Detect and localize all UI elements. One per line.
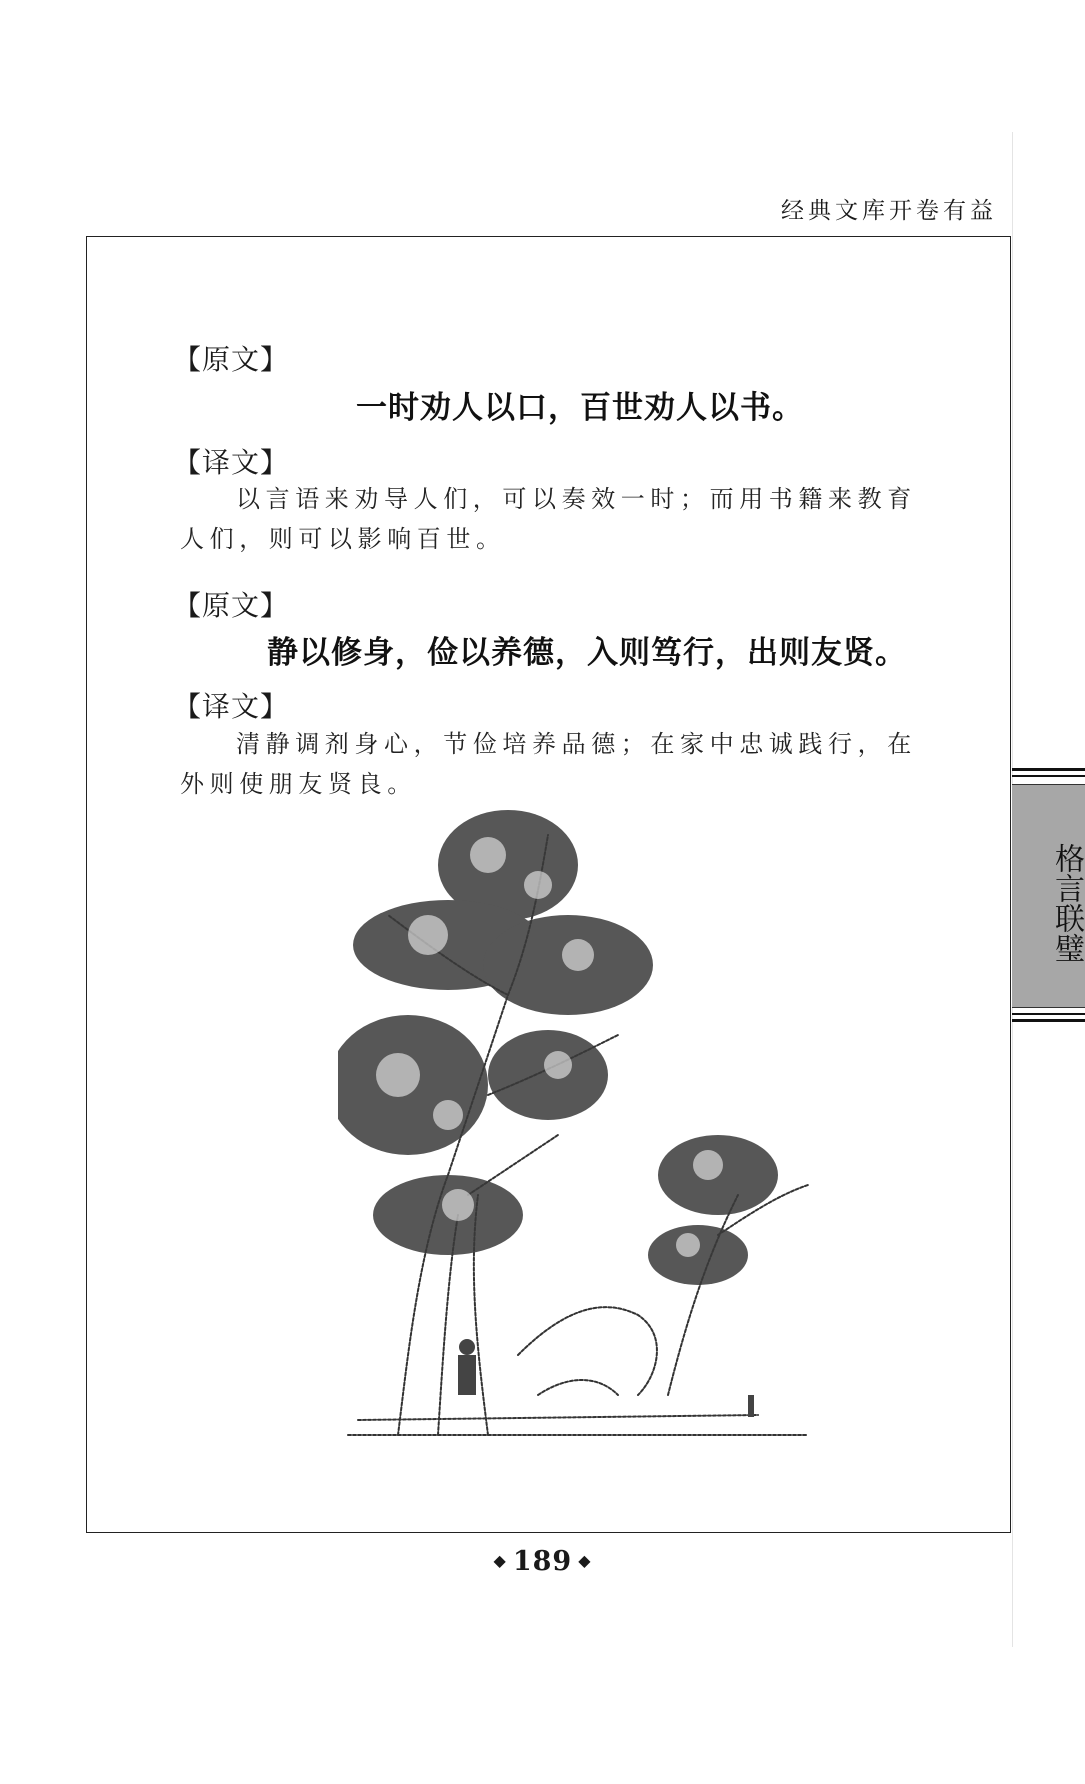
- section-tag-translation-1: 【译文】: [173, 446, 290, 479]
- tab-rule-bottom-thin: [1012, 1013, 1085, 1015]
- tab-rule-top-thin: [1012, 775, 1085, 777]
- translation-text-1: 以言语来劝导人们，可以奏效一时；而用书籍来教育人们，则可以影响百世。: [180, 485, 917, 553]
- tab-body: [1012, 784, 1085, 1008]
- diamond-right-icon: ◆: [578, 1551, 592, 1570]
- original-text-1: 一时劝人以口，百世劝人以书。: [356, 390, 804, 426]
- diamond-left-icon: ◆: [493, 1551, 507, 1570]
- chapter-label: 格言联璧: [1049, 843, 1084, 963]
- section-tag-original-2: 【原文】: [173, 589, 290, 622]
- tab-rule-top: [1012, 768, 1085, 771]
- page-number: [0, 1546, 1085, 1577]
- tab-rule-bottom: [1012, 1019, 1085, 1022]
- page-number-value: 189: [512, 1546, 573, 1577]
- section-tag-original-1: 【原文】: [173, 343, 290, 376]
- section-tag-translation-2: 【译文】: [173, 690, 290, 723]
- tree-illustration: [338, 795, 818, 1450]
- original-text-2: 静以修身，俭以养德，入则笃行，出则友贤。: [267, 635, 907, 671]
- running-header: 经典文库开卷有益: [781, 198, 997, 224]
- chapter-side-tab: [1012, 768, 1085, 1024]
- translation-text-2: 清静调剂身心，节俭培养品德；在家中忠诚践行，在外则使朋友贤良。: [180, 730, 917, 798]
